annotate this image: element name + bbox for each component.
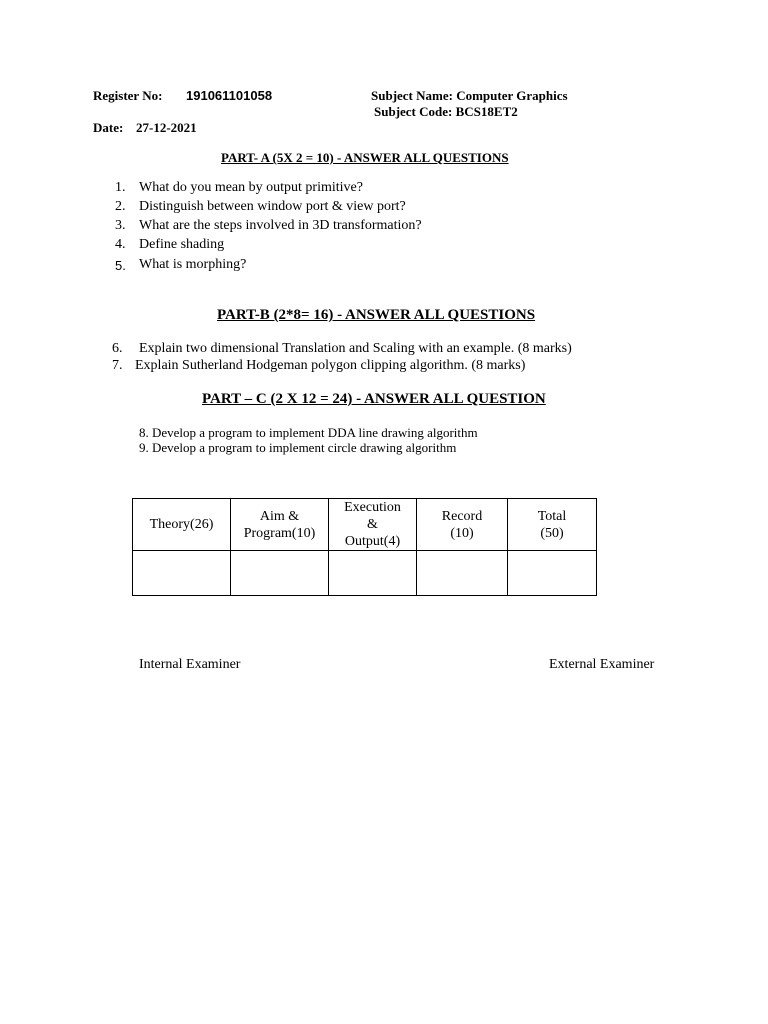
header-line: Program(10) (243, 525, 316, 541)
table-cell (329, 551, 417, 596)
header-line: Execution (344, 500, 401, 515)
internal-examiner-label: Internal Examiner (139, 657, 241, 672)
header-line: Record (441, 508, 483, 524)
question-number: 5. (115, 258, 126, 273)
header-line: (50) (540, 525, 564, 541)
header-line: & (367, 517, 378, 532)
question-text: Explain two dimensional Translation and Scaling with an example. (8 marks) (139, 341, 572, 356)
table-header-row (133, 499, 597, 551)
part-c-title: PART – C (2 X 12 = 24) - ANSWER ALL QUESTION (202, 391, 546, 407)
subject-code: Subject Code: BCS18ET2 (374, 104, 518, 119)
question-number: 7. (112, 358, 123, 373)
table-cell (133, 551, 231, 596)
table-cell (231, 551, 329, 596)
table-cell (508, 551, 597, 596)
header-line: Aim & (259, 508, 300, 524)
part-a-title: PART- A (5X 2 = 10) - ANSWER ALL QUESTIONS (221, 150, 509, 165)
question-text: What do you mean by output primitive? (139, 180, 363, 195)
question-number: 1. (115, 180, 126, 195)
date-value: 27-12-2021 (136, 120, 197, 135)
date-label: Date: (93, 120, 124, 135)
register-number: 191061101058 (186, 88, 273, 103)
question-text: What is morphing? (139, 257, 247, 272)
question-number: 2. (115, 199, 126, 214)
external-examiner-label: External Examiner (549, 657, 655, 672)
question-text: Define shading (139, 237, 225, 252)
question-number: 4. (115, 237, 126, 252)
part-b-title: PART-B (2*8= 16) - ANSWER ALL QUESTIONS (217, 307, 536, 323)
table-header-cell (329, 499, 417, 551)
marks-table (132, 498, 597, 596)
table-header-cell (508, 499, 597, 551)
header-line: Total (537, 508, 567, 524)
question-number: 3. (115, 218, 126, 233)
subject-name: Subject Name: Computer Graphics (371, 88, 568, 103)
list-item: 9. Develop a program to implement circle drawing algorithm (139, 440, 457, 455)
question-text: Distinguish between window port & view port? (139, 199, 406, 214)
table-header-cell (231, 499, 329, 551)
question-text: Explain Sutherland Hodgeman polygon clipping algorithm. (8 marks) (135, 358, 526, 373)
table-header-cell (417, 499, 508, 551)
header-line: (10) (450, 525, 474, 541)
table-header-cell (133, 499, 231, 551)
table-row (133, 551, 597, 596)
header-line: Output(4) (344, 534, 401, 549)
question-number: 6. (112, 341, 123, 356)
list-item: 8. Develop a program to implement DDA line drawing algorithm (139, 425, 478, 440)
question-text: What are the steps involved in 3D transformation? (139, 218, 422, 233)
table-cell (417, 551, 508, 596)
register-label: Register No: (93, 88, 163, 103)
header-line: Theory(26) (149, 517, 214, 532)
